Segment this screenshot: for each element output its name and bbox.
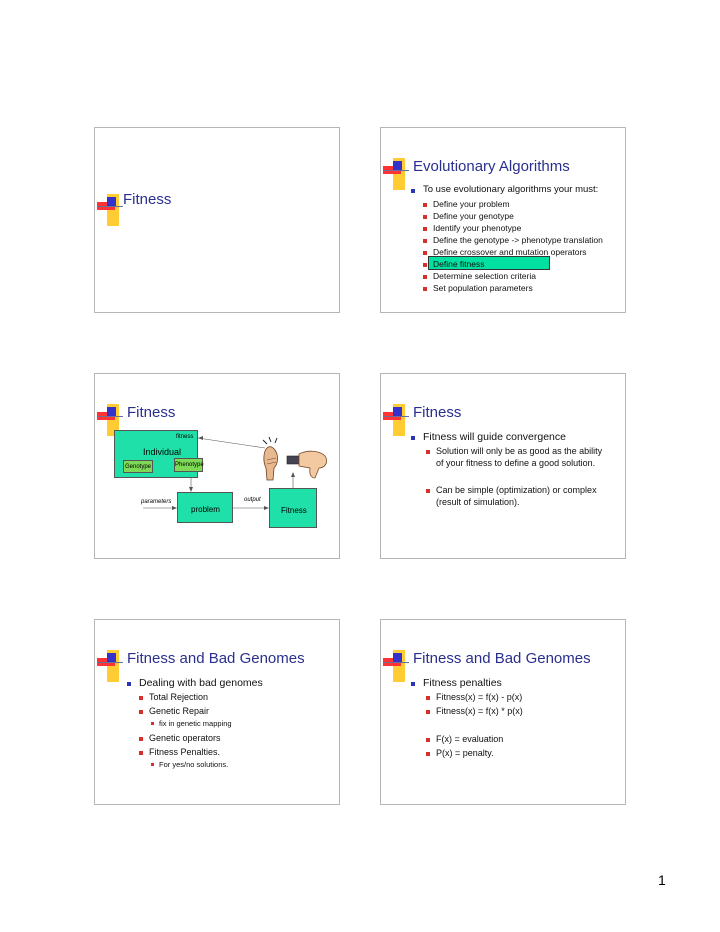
sub-bullet: Can be simple (optimization) or complex: [436, 485, 597, 495]
slide-logo-icon: [383, 650, 409, 682]
list-item: Define your genotype: [433, 211, 514, 221]
slide-3: [94, 373, 340, 559]
list-item: Define the genotype -> phenotype translation: [433, 235, 603, 245]
problem-label: problem: [191, 505, 220, 514]
sub-bullet: Fitness Penalties.: [149, 747, 221, 757]
bullet-main: Dealing with bad genomes: [139, 677, 263, 689]
sub-bullet: Total Rejection: [149, 692, 209, 702]
slide-title: Fitness: [127, 404, 176, 421]
fitness-label: fitness: [176, 434, 194, 440]
individual-label: Individual: [143, 447, 182, 457]
bullet-main: Fitness will guide convergence: [423, 431, 566, 443]
phenotype-box: Phenotype: [174, 458, 203, 472]
sub-bullet-cont: of your fitness to define a good solution.: [436, 458, 596, 468]
page-number: 1: [658, 872, 666, 888]
thumbs-up-icon: [259, 434, 285, 482]
slide-logo-icon: [97, 194, 123, 226]
formula-item: P(x) = penalty.: [436, 748, 494, 758]
sub-bullet: Genetic Repair: [149, 706, 210, 716]
list-item: Identify your phenotype: [433, 223, 522, 233]
slide-title: Evolutionary Algorithms: [413, 158, 570, 175]
slide-1: [94, 127, 340, 313]
formula-item: F(x) = evaluation: [436, 734, 504, 744]
list-item: Define crossover and mutation operators: [433, 247, 587, 257]
sub-sub-bullet: fix in genetic mapping: [159, 719, 232, 728]
parameters-label: parameters: [141, 499, 172, 505]
list-item: Define your problem: [433, 199, 510, 209]
slide-title: Fitness and Bad Genomes: [127, 650, 305, 667]
slide-logo-icon: [383, 404, 409, 436]
sub-bullet-cont: (result of simulation).: [436, 497, 520, 507]
slide-4: [380, 373, 626, 559]
formula-item: Fitness(x) = f(x) - p(x): [436, 692, 523, 702]
slide-logo-icon: [97, 650, 123, 682]
slide-5: [94, 619, 340, 805]
sub-bullet: Genetic operators: [149, 733, 221, 743]
slide-title: Fitness: [123, 191, 172, 208]
list-item: Determine selection criteria: [433, 271, 536, 281]
output-label: output: [244, 497, 261, 503]
list-item: Define fitness: [433, 259, 485, 269]
thumbs-down-icon: [285, 440, 331, 480]
list-item: Set population parameters: [433, 283, 533, 293]
slide-logo-icon: [383, 158, 409, 190]
slide-title: Fitness: [413, 404, 462, 421]
slide-title: Fitness and Bad Genomes: [413, 650, 591, 667]
genotype-box: Genotype: [123, 460, 153, 473]
bullet-intro: To use evolutionary algorithms your must:: [423, 184, 599, 195]
sub-bullet: Solution will only be as good as the ability: [436, 446, 603, 456]
fitness-box-label: Fitness: [281, 506, 307, 515]
slide-2: [380, 127, 626, 313]
slide-6: [380, 619, 626, 805]
bullet-main: Fitness penalties: [423, 677, 502, 689]
sub-sub-bullet: For yes/no solutions.: [159, 760, 229, 769]
formula-item: Fitness(x) = f(x) * p(x): [436, 706, 523, 716]
